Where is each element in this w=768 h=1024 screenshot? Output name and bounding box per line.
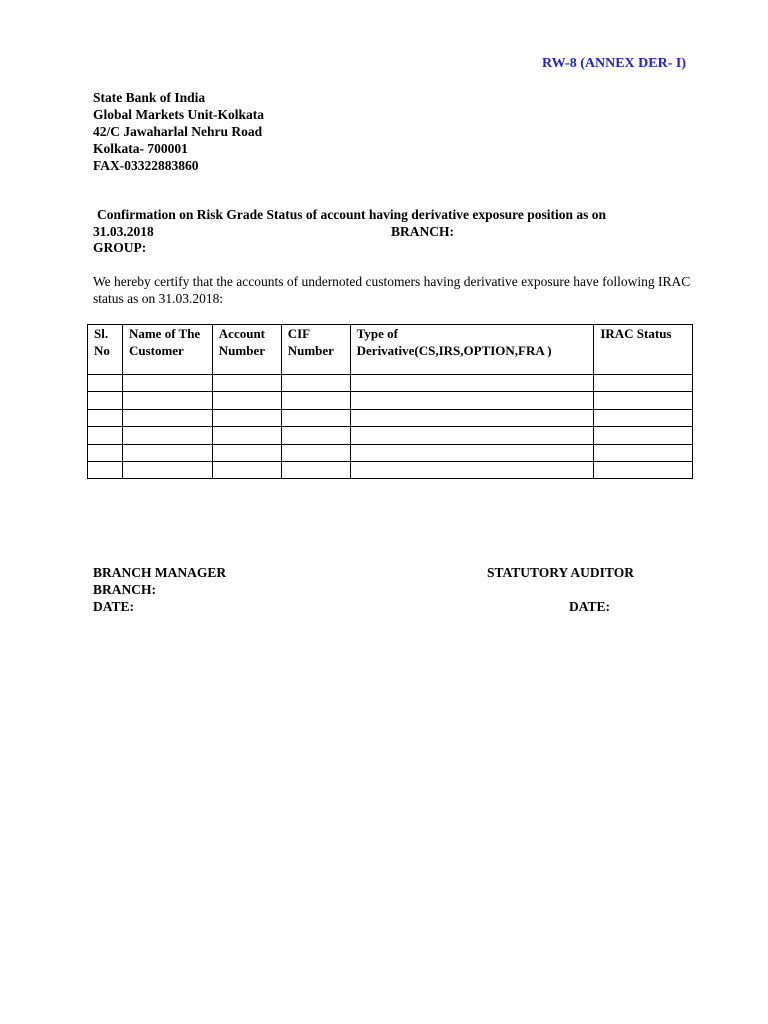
branch-manager-label: BRANCH MANAGER (93, 565, 227, 580)
table-cell[interactable] (281, 392, 350, 409)
bank-address-block (93, 89, 264, 174)
table-row (88, 409, 693, 426)
table-cell[interactable] (122, 375, 212, 392)
address-line: Global Markets Unit-Kolkata (93, 107, 264, 122)
table-cell[interactable] (281, 427, 350, 444)
table-cell[interactable] (122, 444, 212, 461)
table-cell[interactable] (122, 409, 212, 426)
branch-manager-signature-block (93, 564, 226, 615)
fax-line: FAX-03322883860 (93, 158, 199, 173)
table-cell[interactable] (212, 461, 281, 478)
table-cell[interactable] (350, 392, 594, 409)
table-cell[interactable] (594, 409, 693, 426)
header-irac-status: IRAC Status (594, 325, 693, 375)
table-row (88, 392, 693, 409)
table-row (88, 427, 693, 444)
signature-branch-label: BRANCH: (93, 582, 156, 597)
table-cell[interactable] (350, 409, 594, 426)
table-cell[interactable] (88, 375, 123, 392)
table-cell[interactable] (594, 427, 693, 444)
table-cell[interactable] (594, 444, 693, 461)
subject-group-label: GROUP: (93, 240, 147, 255)
signature-date-label-left: DATE: (93, 599, 135, 614)
table-cell[interactable] (281, 375, 350, 392)
table-cell[interactable] (281, 461, 350, 478)
table-cell[interactable] (88, 444, 123, 461)
table-cell[interactable] (212, 409, 281, 426)
annex-reference: RW-8 (ANNEX DER- I) (541, 56, 686, 71)
header-customer-name: Name of The Customer (122, 325, 212, 375)
table-row (88, 461, 693, 478)
signature-date-label-right: DATE: (569, 599, 611, 614)
table-header-row (88, 325, 693, 375)
irac-status-table (87, 324, 693, 479)
table-cell[interactable] (88, 409, 123, 426)
header-sl-no: Sl. No (88, 325, 123, 375)
subject-date: 31.03.2018 (93, 223, 154, 239)
subject-date-branch-row (93, 224, 693, 241)
header-derivative-type: Type of Derivative(CS,IRS,OPTION,FRA ) (350, 325, 594, 375)
subject-branch-label: BRANCH: (391, 223, 454, 239)
table-cell[interactable] (212, 392, 281, 409)
table-cell[interactable] (594, 461, 693, 478)
table-cell[interactable] (350, 461, 594, 478)
subject-title: Confirmation on Risk Grade Status of account having derivative exposure position as on (97, 207, 607, 222)
table-cell[interactable] (212, 427, 281, 444)
table-cell[interactable] (594, 392, 693, 409)
table-cell[interactable] (122, 392, 212, 409)
certification-paragraph: We hereby certify that the accounts of undernoted customers having derivative exposure have following IRAC status as on 31.03.2018: (93, 274, 691, 306)
table-cell[interactable] (281, 444, 350, 461)
table-cell[interactable] (594, 375, 693, 392)
table-cell[interactable] (350, 375, 594, 392)
table-cell[interactable] (88, 461, 123, 478)
table-cell[interactable] (350, 444, 594, 461)
header-cif-number: CIF Number (281, 325, 350, 375)
table-cell[interactable] (350, 427, 594, 444)
table-cell[interactable] (212, 444, 281, 461)
subject-block (93, 207, 693, 257)
table-row (88, 444, 693, 461)
address-line: 42/C Jawaharlal Nehru Road (93, 124, 263, 139)
statutory-auditor-label: STATUTORY AUDITOR (487, 565, 634, 580)
table-cell[interactable] (88, 392, 123, 409)
address-line: State Bank of India (93, 90, 206, 105)
table-row (88, 375, 693, 392)
table-cell[interactable] (122, 461, 212, 478)
table-cell[interactable] (88, 427, 123, 444)
header-account-number: Account Number (212, 325, 281, 375)
table-cell[interactable] (122, 427, 212, 444)
table-cell[interactable] (281, 409, 350, 426)
address-line: Kolkata- 700001 (93, 141, 188, 156)
table-cell[interactable] (212, 375, 281, 392)
